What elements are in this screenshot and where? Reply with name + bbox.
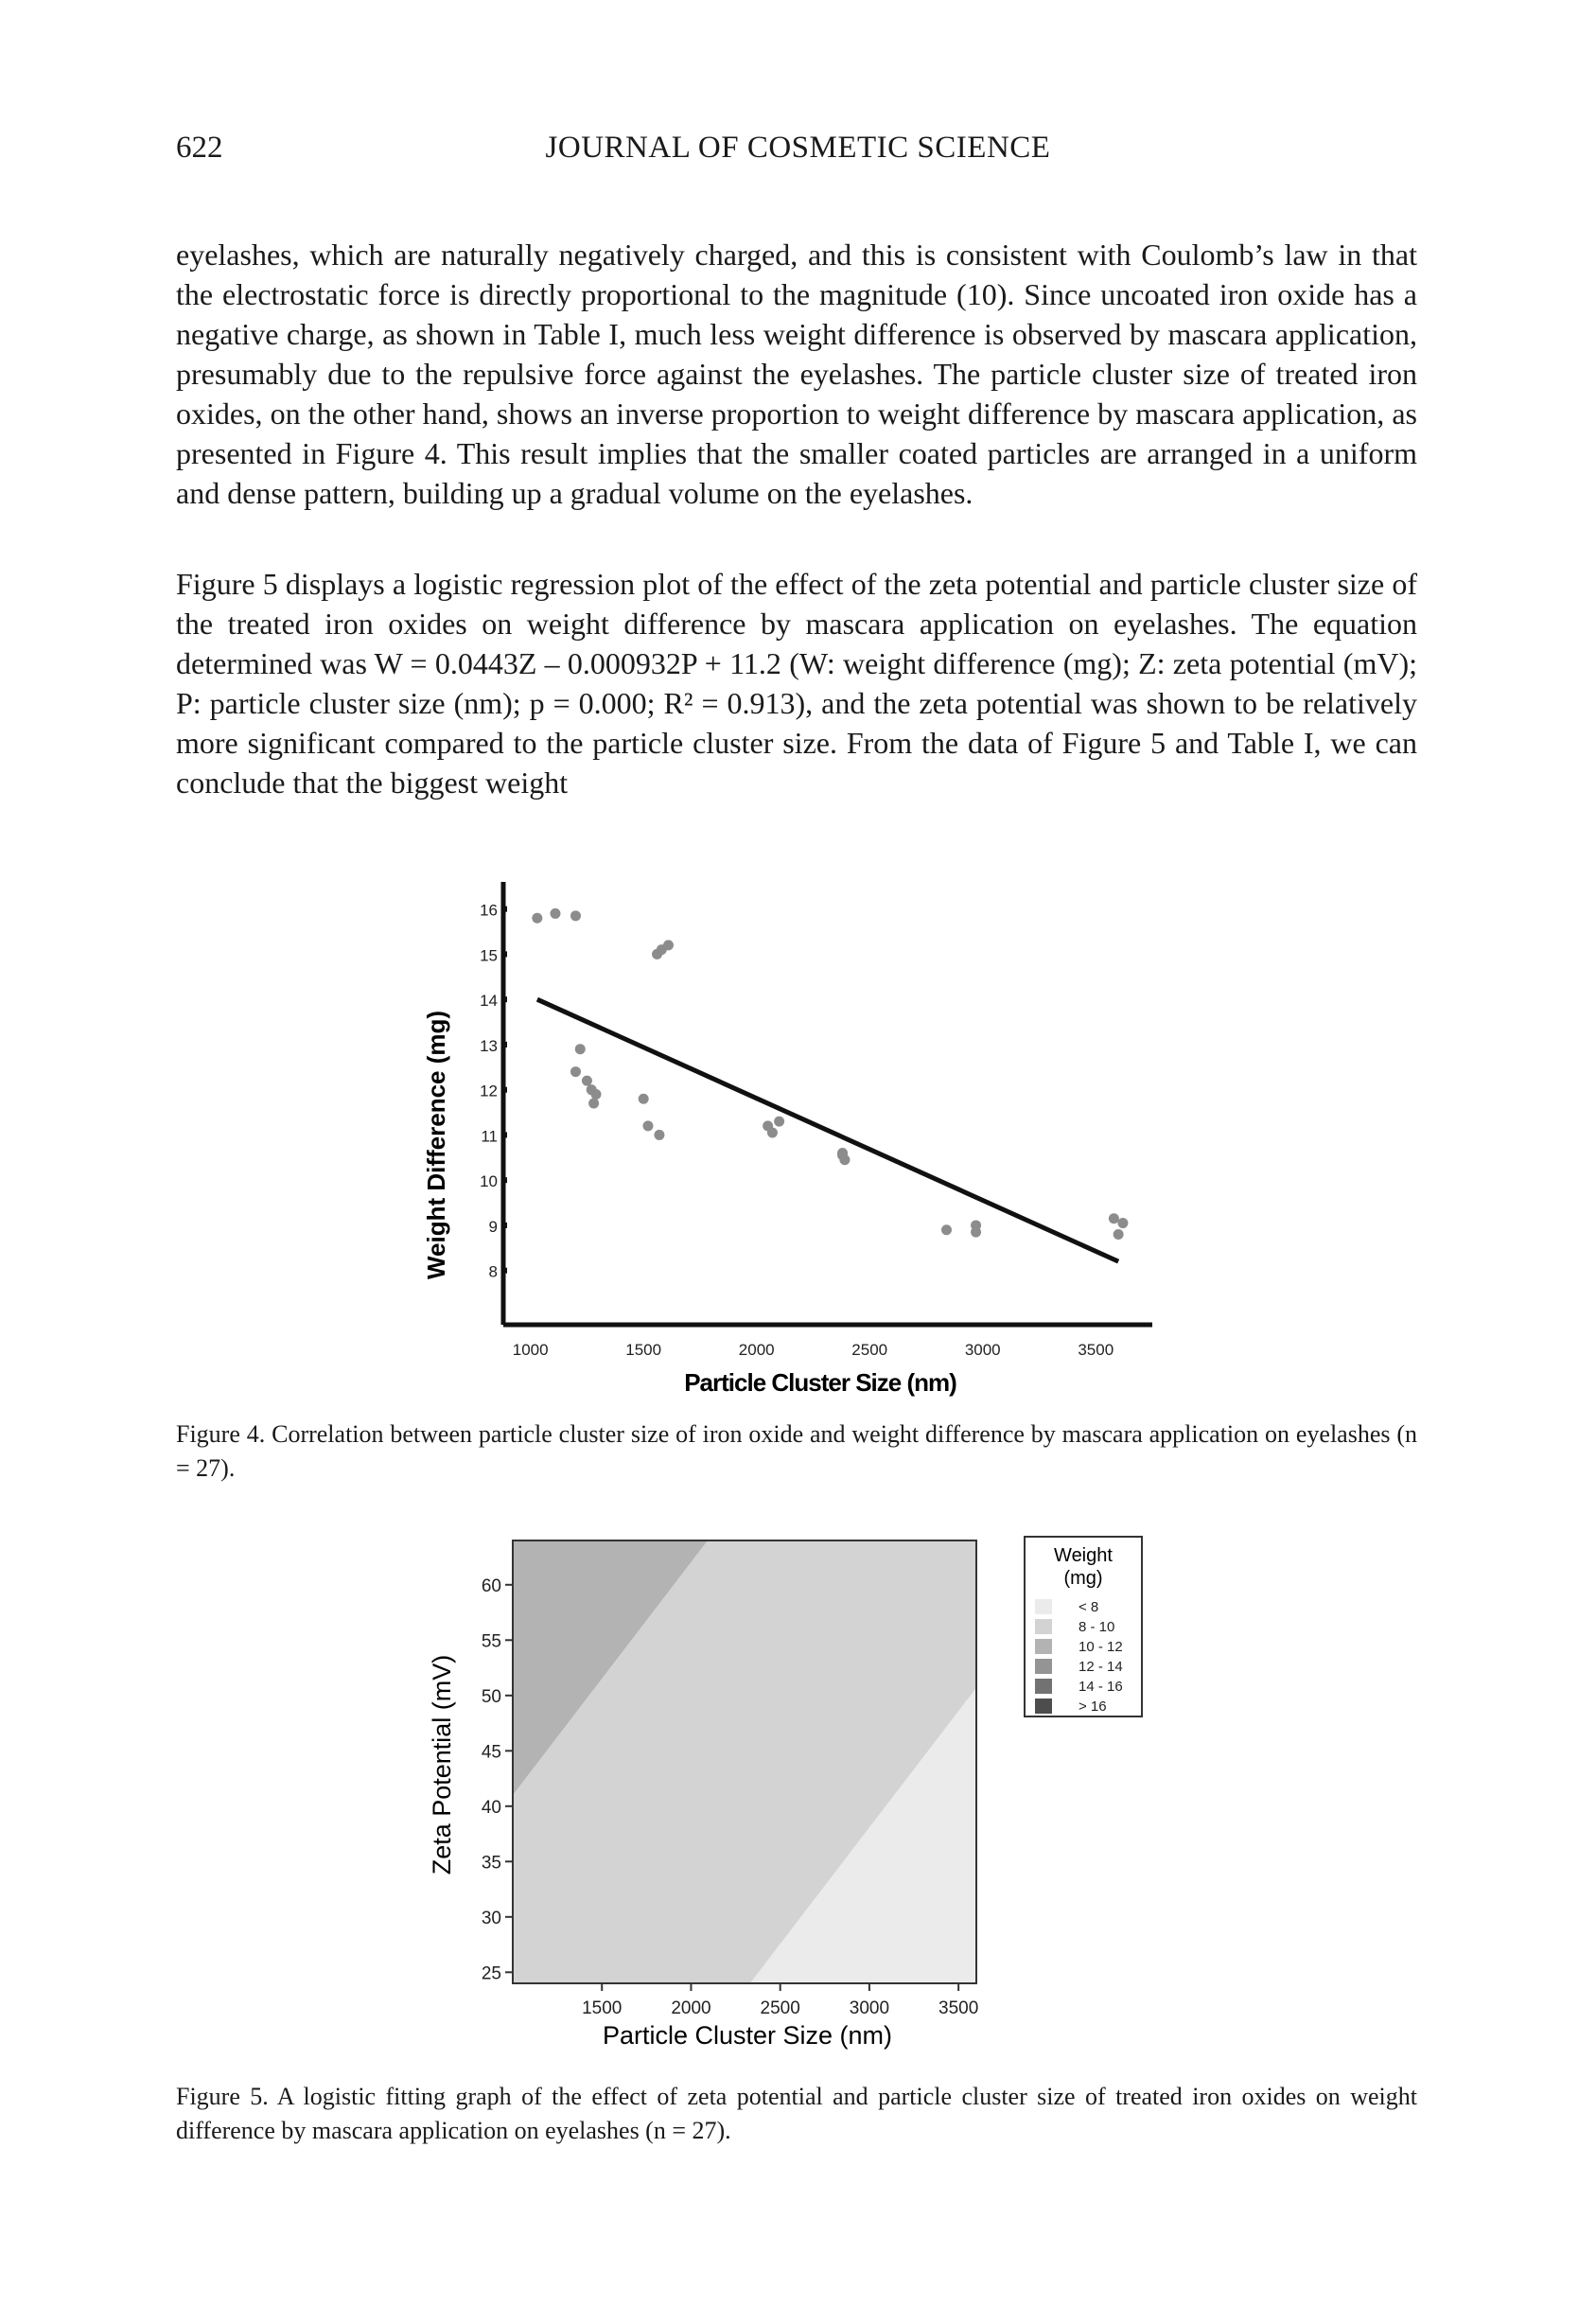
legend [1025, 1537, 1142, 1716]
y-tick-label: 60 [481, 1575, 501, 1596]
figure-4-caption-text: Correlation between particle cluster size of iron oxide and weight difference by mascara application on eyelashes (n = 27). [176, 1420, 1417, 1482]
legend-label: > 16 [1079, 1699, 1107, 1715]
legend-title-line-1: Weight [1054, 1545, 1113, 1566]
figure-5-caption-text: A logistic fitting graph of the effect of zeta potential and particle cluster size of treated iron oxides on weight difference by mascara application on eyelashes (n = 27). [176, 2083, 1417, 2144]
data-point [971, 1227, 981, 1238]
x-tick-label: 3500 [1078, 1341, 1114, 1359]
figure-4 [416, 861, 1192, 1410]
x-tick-label: 3500 [938, 1998, 979, 2018]
paragraph-1: eyelashes, which are naturally negatively charged, and this is consistent with Coulomb’s law in that the electrostatic force is directly proportional to the magnitude (10). Since uncoated iron oxide has a negative charge, as shown in Table I, much less weight difference is observed by mascara application, presumably due to the repulsive force against the eyelashes. The particle cluster size of treated iron oxides, on the other hand, shows an inverse proportion to weight difference by mascara application, as presented in Figure 4. This result implies that the smaller coated particles are arranged in a uniform and dense pattern, building up a gradual volume on the eyelashes. [176, 238, 1417, 510]
data-point [570, 1066, 581, 1077]
y-tick-label: 13 [480, 1036, 498, 1055]
figure-4-caption [176, 1417, 1417, 1486]
figure-5 [416, 1514, 1173, 2063]
legend-swatch [1035, 1699, 1052, 1714]
legend-label: 10 - 12 [1079, 1639, 1123, 1655]
figure-4-chart [416, 861, 1192, 1410]
x-tick-label: 2000 [738, 1341, 775, 1359]
y-axis-label: Weight Difference (mg) [422, 1010, 450, 1280]
x-tick-label: 2000 [671, 1998, 711, 2018]
legend-label: 12 - 14 [1079, 1659, 1123, 1675]
x-tick-label: 2500 [851, 1341, 888, 1359]
data-point [654, 1130, 664, 1140]
legend-swatch [1035, 1659, 1052, 1674]
x-tick-label: 3000 [849, 1998, 890, 2018]
y-tick-label: 9 [488, 1217, 498, 1236]
legend-swatch [1035, 1679, 1052, 1694]
x-tick-label: 3000 [964, 1341, 1001, 1359]
x-tick-label: 1000 [512, 1341, 549, 1359]
data-point [582, 1076, 592, 1086]
legend-title-line-2: (mg) [1063, 1568, 1103, 1589]
x-tick-label: 1500 [582, 1998, 623, 2018]
legend-label: 14 - 16 [1079, 1679, 1123, 1695]
paragraph-2: Figure 5 displays a logistic regression plot of the effect of the zeta potential and particle cluster size of the treated iron oxides on weight difference by mascara application on eyelashes. The equation determined was W = 0.0443Z – 0.000932P + 11.2 (W: weight difference (mg); Z: zeta potential (mV); P: particle cluster size (nm); p = 0.000; R² = 0.913), and the zeta potential was shown to be relatively more significant compared to the particle cluster size. From the data of Figure 5 and Table I, we can conclude that the biggest weight [176, 567, 1417, 800]
y-tick-label: 8 [488, 1262, 498, 1281]
figure-4-caption-label: Figure 4. [176, 1420, 266, 1448]
data-point [642, 1120, 653, 1131]
y-tick-label: 16 [480, 901, 498, 920]
data-point [1109, 1213, 1119, 1223]
y-tick-label: 14 [480, 992, 498, 1011]
running-head: JOURNAL OF COSMETIC SCIENCE [545, 131, 1051, 165]
legend-swatch [1035, 1639, 1052, 1654]
legend-label: < 8 [1079, 1599, 1099, 1615]
y-tick-label: 11 [481, 1127, 498, 1146]
data-point [1117, 1218, 1128, 1228]
legend-swatch [1035, 1619, 1052, 1634]
y-tick-label: 12 [480, 1082, 498, 1100]
data-point [639, 1094, 649, 1104]
y-tick-label: 25 [481, 1963, 501, 1984]
data-point [941, 1224, 952, 1235]
page-number: 622 [176, 131, 223, 165]
x-tick-label: 1500 [625, 1341, 662, 1359]
data-point [532, 913, 542, 924]
figure-5-caption [176, 2080, 1417, 2148]
data-point [550, 908, 560, 919]
y-tick-label: 10 [480, 1172, 498, 1191]
figure-5-caption-label: Figure 5. [176, 2083, 269, 2110]
legend-swatch [1035, 1599, 1052, 1614]
y-tick-label: 30 [481, 1908, 501, 1928]
legend-label: 8 - 10 [1079, 1619, 1115, 1635]
figure-5-chart [416, 1514, 1173, 2063]
x-axis-label: Particle Cluster Size (nm) [602, 2021, 893, 2050]
y-tick-label: 40 [481, 1797, 501, 1818]
data-point [575, 1044, 586, 1054]
x-tick-label: 2500 [760, 1998, 800, 2018]
data-point [588, 1099, 599, 1109]
data-point [663, 940, 674, 950]
data-point [774, 1117, 784, 1127]
y-tick-label: 55 [481, 1631, 501, 1652]
data-point [1114, 1229, 1124, 1240]
data-point [591, 1089, 602, 1100]
fit-line [537, 999, 1118, 1261]
y-tick-label: 45 [481, 1742, 501, 1763]
y-tick-label: 15 [480, 946, 498, 965]
y-tick-label: 50 [481, 1686, 501, 1707]
data-point [767, 1128, 778, 1138]
x-axis-label: Particle Cluster Size (nm) [684, 1368, 956, 1397]
data-point [837, 1150, 848, 1160]
y-axis-label: Zeta Potential (mV) [428, 1654, 456, 1875]
data-point [570, 910, 581, 921]
y-tick-label: 35 [481, 1853, 501, 1874]
